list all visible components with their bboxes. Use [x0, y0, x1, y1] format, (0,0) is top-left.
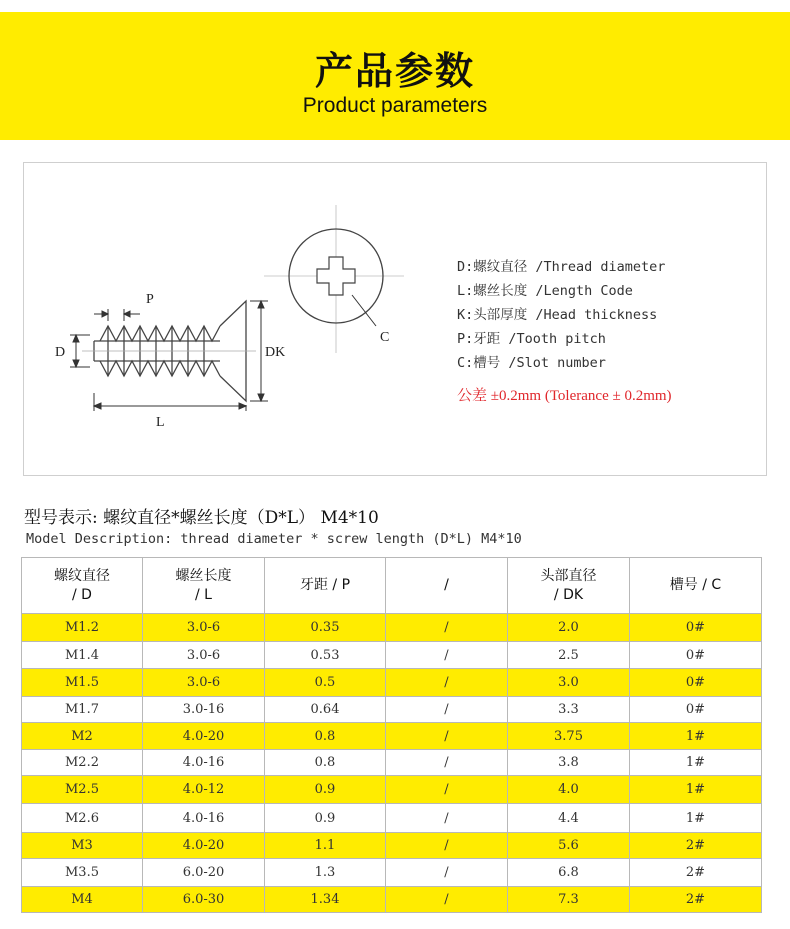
model-description-en: Model Description: thread diameter * screw length (D*L) M4*10 [26, 531, 522, 547]
cell-pitch: 0.9 [265, 804, 386, 833]
cell-thread-diameter: M1.2 [22, 614, 143, 642]
cell-slash: / [386, 723, 508, 750]
cell-head-diameter: 7.3 [508, 887, 630, 913]
cell-slash: / [386, 833, 508, 859]
cell-slot: 2# [630, 887, 762, 913]
cell-thread-diameter: M1.4 [22, 642, 143, 669]
legend-item-p: P:牙距 /Tooth pitch [457, 331, 606, 347]
screw-diagram-panel [23, 162, 767, 476]
legend-item-k: K:头部厚度 /Head thickness [457, 307, 658, 323]
dim-label-dk: DK [265, 345, 286, 360]
cell-slash: / [386, 697, 508, 723]
cell-screw-length: 4.0-20 [143, 833, 265, 859]
legend-item-d: D:螺纹直径 /Thread diameter [457, 259, 666, 275]
cell-head-diameter: 2.0 [508, 614, 630, 642]
table-row [22, 669, 762, 697]
table-row [22, 833, 762, 859]
cell-thread-diameter: M2.5 [22, 776, 143, 804]
cell-screw-length: 3.0-6 [143, 614, 265, 642]
cell-thread-diameter: M1.7 [22, 697, 143, 723]
table-header-row [22, 558, 762, 614]
table-row [22, 697, 762, 723]
cell-pitch: 1.34 [265, 887, 386, 913]
cell-slash: / [386, 859, 508, 887]
cell-screw-length: 6.0-20 [143, 859, 265, 887]
cell-pitch: 0.64 [265, 697, 386, 723]
cell-thread-diameter: M2.6 [22, 804, 143, 833]
cell-head-diameter: 2.5 [508, 642, 630, 669]
col-header-pitch: 牙距 / P [265, 558, 386, 614]
table-row [22, 750, 762, 776]
cell-head-diameter: 3.75 [508, 723, 630, 750]
cell-slot: 2# [630, 833, 762, 859]
table-row [22, 859, 762, 887]
cell-thread-diameter: M4 [22, 887, 143, 913]
cell-slash: / [386, 750, 508, 776]
spec-table [21, 557, 762, 913]
cell-slot: 1# [630, 723, 762, 750]
cell-slash: / [386, 642, 508, 669]
cell-slot: 0# [630, 669, 762, 697]
cell-head-diameter: 3.0 [508, 669, 630, 697]
cell-head-diameter: 4.4 [508, 804, 630, 833]
col-header-slot: 槽号 / C [630, 558, 762, 614]
col-header-head-diameter: 头部直径 / DK [508, 558, 630, 614]
cell-slot: 1# [630, 804, 762, 833]
dim-label-l: L [156, 415, 165, 430]
table-row [22, 776, 762, 804]
cell-screw-length: 3.0-16 [143, 697, 265, 723]
table-row [22, 723, 762, 750]
col-header-thread-diameter: 螺纹直径 / D [22, 558, 143, 614]
tolerance-note: 公差 ±0.2mm (Tolerance ± 0.2mm) [457, 388, 672, 404]
cell-slash: / [386, 804, 508, 833]
cell-thread-diameter: M3 [22, 833, 143, 859]
cell-slot: 0# [630, 697, 762, 723]
table-row [22, 614, 762, 642]
cell-slot: 0# [630, 642, 762, 669]
cell-slash: / [386, 669, 508, 697]
cell-screw-length: 4.0-16 [143, 750, 265, 776]
cell-slash: / [386, 887, 508, 913]
table-row [22, 887, 762, 913]
cell-head-diameter: 5.6 [508, 833, 630, 859]
cell-head-diameter: 3.8 [508, 750, 630, 776]
cell-slot: 1# [630, 776, 762, 804]
cell-pitch: 0.53 [265, 642, 386, 669]
cell-screw-length: 4.0-20 [143, 723, 265, 750]
cell-screw-length: 3.0-6 [143, 642, 265, 669]
dimension-legend [457, 255, 665, 375]
cell-thread-diameter: M2 [22, 723, 143, 750]
cell-head-diameter: 6.8 [508, 859, 630, 887]
cell-screw-length: 4.0-12 [143, 776, 265, 804]
page-title: 产品参数 [314, 49, 475, 93]
model-description-zh: 型号表示: 螺纹直径*螺丝长度（D*L） M4*10 [24, 508, 379, 528]
dim-label-c: C [380, 330, 390, 345]
cell-head-diameter: 4.0 [508, 776, 630, 804]
cell-thread-diameter: M1.5 [22, 669, 143, 697]
cell-pitch: 0.8 [265, 750, 386, 776]
cell-pitch: 0.9 [265, 776, 386, 804]
cell-pitch: 0.35 [265, 614, 386, 642]
table-row [22, 804, 762, 833]
cell-slot: 0# [630, 614, 762, 642]
col-header-screw-length: 螺丝长度 / L [143, 558, 265, 614]
cell-thread-diameter: M2.2 [22, 750, 143, 776]
page-subtitle: Product parameters [302, 94, 488, 117]
cell-screw-length: 4.0-16 [143, 804, 265, 833]
cell-screw-length: 6.0-30 [143, 887, 265, 913]
cell-slot: 1# [630, 750, 762, 776]
dim-label-p: P [146, 292, 154, 307]
cell-screw-length: 3.0-6 [143, 669, 265, 697]
col-header-slash: / [386, 558, 508, 614]
cell-pitch: 0.5 [265, 669, 386, 697]
cell-slash: / [386, 614, 508, 642]
header-banner [0, 12, 790, 140]
table-row [22, 642, 762, 669]
legend-item-c: C:槽号 /Slot number [457, 355, 606, 371]
cell-head-diameter: 3.3 [508, 697, 630, 723]
cell-slash: / [386, 776, 508, 804]
cell-pitch: 1.1 [265, 833, 386, 859]
legend-item-l: L:螺丝长度 /Length Code [457, 283, 633, 299]
dim-label-d: D [55, 345, 66, 360]
cell-pitch: 0.8 [265, 723, 386, 750]
cell-pitch: 1.3 [265, 859, 386, 887]
cell-thread-diameter: M3.5 [22, 859, 143, 887]
cell-slot: 2# [630, 859, 762, 887]
